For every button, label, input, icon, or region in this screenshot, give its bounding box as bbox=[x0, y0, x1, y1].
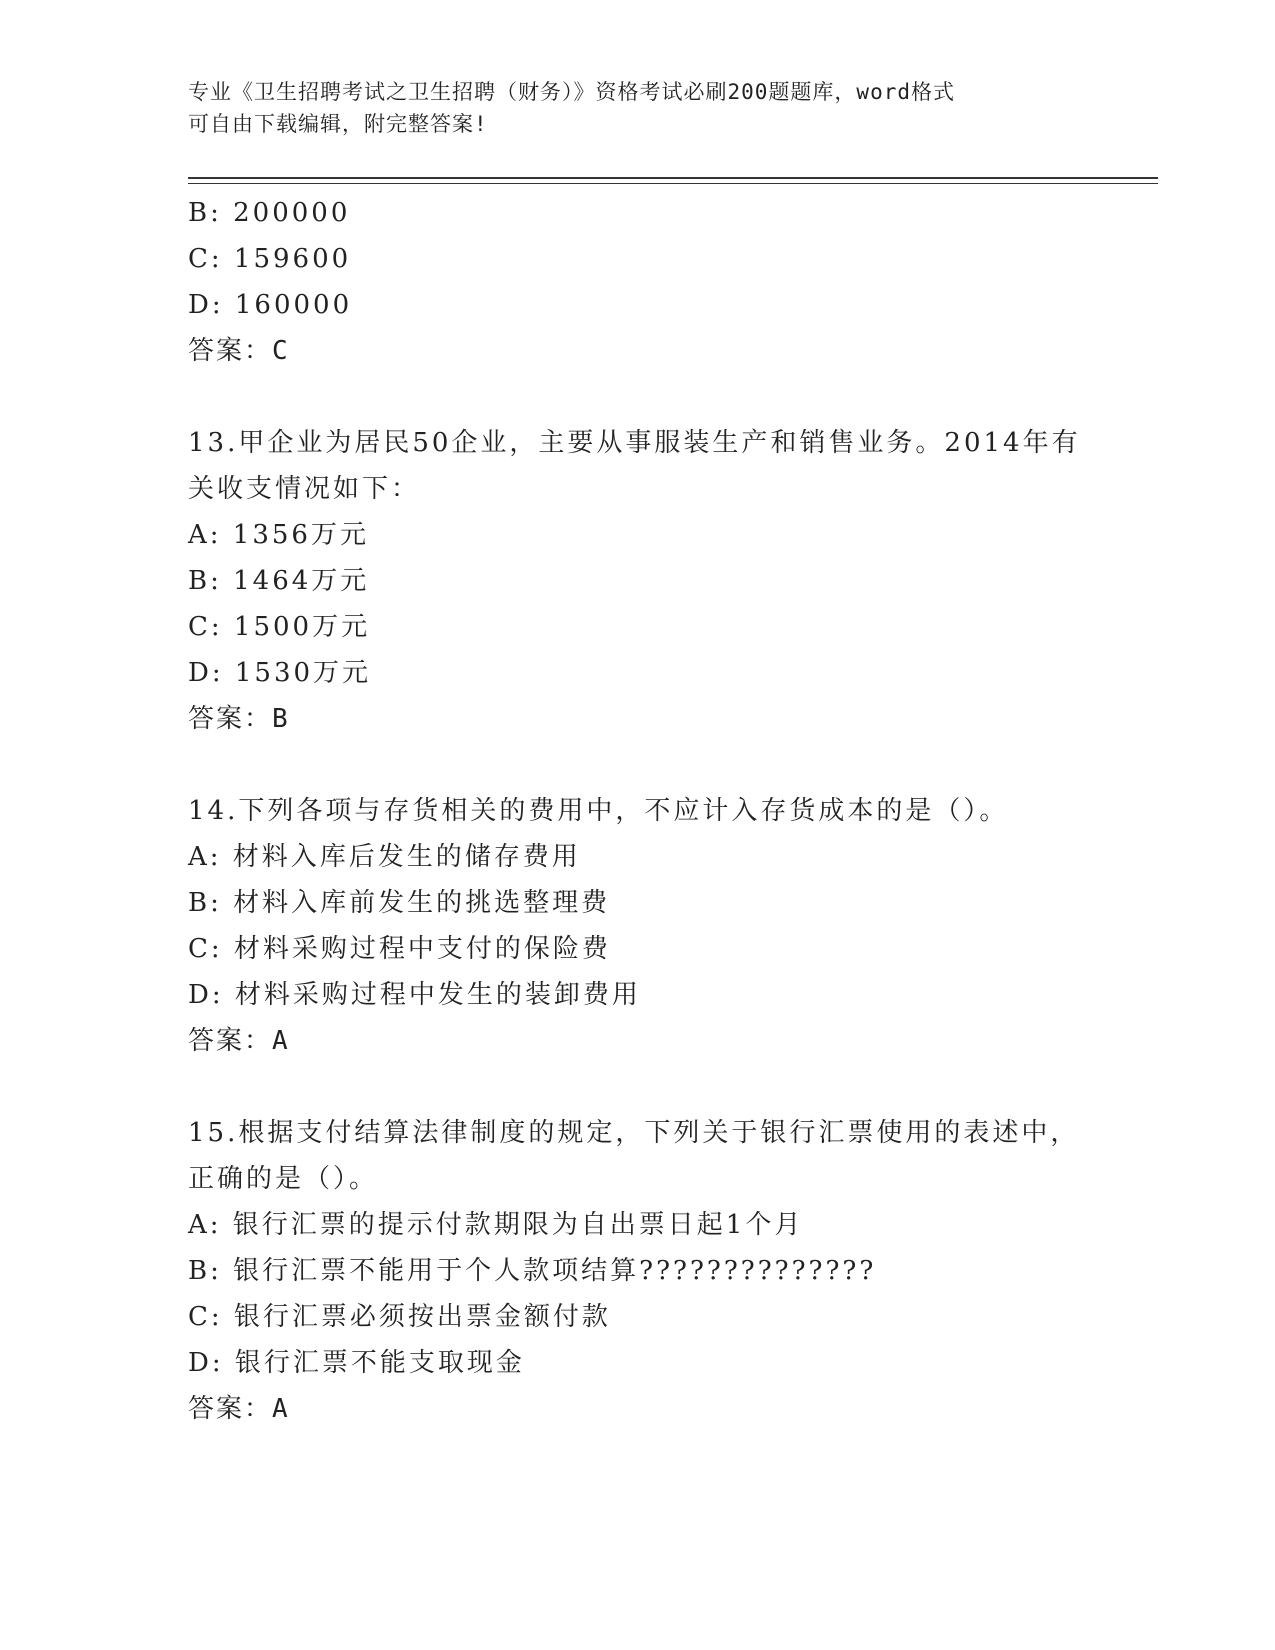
question-stem-line: 关收支情况如下： bbox=[188, 474, 421, 504]
answer: 答案：B bbox=[188, 704, 290, 734]
header-title-line-1: 专业《卫生招聘考试之卫生招聘（财务）》资格考试必刷200题题库，word格式 bbox=[188, 80, 955, 104]
option-b: B: 银行汇票不能用于个人款项结算?????????????? bbox=[188, 1256, 877, 1286]
spacer bbox=[188, 742, 1088, 788]
option-c: C: 材料采购过程中支付的保险费 bbox=[188, 934, 611, 964]
option-a: A: 银行汇票的提示付款期限为自出票日起1个月 bbox=[188, 1210, 804, 1240]
question-stem-line: 14.下列各项与存货相关的费用中，不应计入存货成本的是（）。 bbox=[188, 796, 1009, 826]
option-a: A: 材料入库后发生的储存费用 bbox=[188, 842, 581, 872]
option-c: C: 1500万元 bbox=[188, 612, 371, 642]
question-stem-line: 15.根据支付结算法律制度的规定，下列关于银行汇票使用的表述中， bbox=[188, 1118, 1080, 1148]
option-c: C: 银行汇票必须按出票金额付款 bbox=[188, 1302, 611, 1332]
header-divider-thick bbox=[188, 177, 1158, 179]
question-stem-line: 13.甲企业为居民50企业，主要从事服装生产和销售业务。2014年有 bbox=[188, 428, 1081, 458]
answer: 答案：A bbox=[188, 1026, 290, 1056]
question-15 bbox=[188, 1110, 1088, 1432]
option-b: B: 1464万元 bbox=[188, 566, 370, 596]
option-b: B: 材料入库前发生的挑选整理费 bbox=[188, 888, 611, 918]
answer: 答案：A bbox=[188, 1394, 290, 1424]
spacer bbox=[188, 374, 1088, 420]
option-a: A: 1356万元 bbox=[188, 520, 369, 550]
answer: 答案：C bbox=[188, 336, 290, 366]
option-d: D: 银行汇票不能支取现金 bbox=[188, 1348, 525, 1378]
question-list bbox=[188, 190, 1088, 1432]
option-c: C: 159600 bbox=[188, 244, 352, 274]
header-divider-thin bbox=[188, 183, 1158, 184]
option-d: D: 1530万元 bbox=[188, 658, 372, 688]
question-stem-line: 正确的是（）。 bbox=[188, 1164, 379, 1194]
spacer bbox=[188, 1064, 1088, 1110]
question-13 bbox=[188, 420, 1088, 742]
option-b: B: 200000 bbox=[188, 198, 351, 228]
option-d: D: 材料采购过程中发生的装卸费用 bbox=[188, 980, 641, 1010]
header-title-line-2: 可自由下载编辑，附完整答案! bbox=[188, 112, 488, 136]
question-14 bbox=[188, 788, 1088, 1064]
document-header bbox=[188, 76, 1068, 140]
option-d: D: 160000 bbox=[188, 290, 353, 320]
question-12-continued bbox=[188, 190, 1088, 374]
